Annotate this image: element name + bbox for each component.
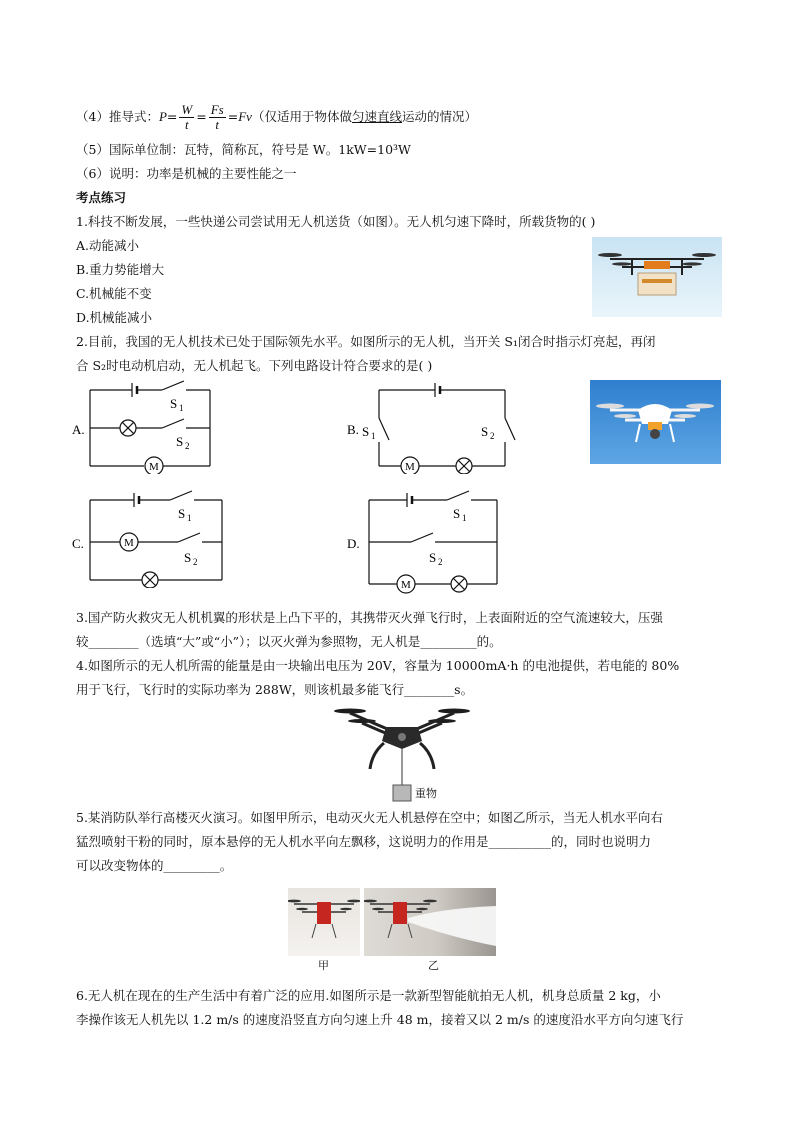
formula-fv: Fv <box>238 109 252 124</box>
formula-p: P <box>158 109 167 124</box>
q2-line1: 2.目前，我国的无人机技术已处于国际领先水平。如图所示的无人机，当开关 S₁闭合时指示灯亮起，再闭 <box>76 334 656 349</box>
q3-line2: 较________（选填“大”或“小”）；以灭火弹为参照物，无人机是_________的。 <box>76 634 502 649</box>
circuit-a[interactable] <box>70 378 230 474</box>
q3-line1: 3.国产防火救灾无人机机翼的形状是上凸下平的，其携带灭火弹飞行时，上表面附近的空气流速较大，压强 <box>76 610 663 625</box>
frac-den-t-2: t <box>215 117 220 132</box>
caption-jia: 甲 <box>318 959 329 972</box>
circuit-c[interactable] <box>70 488 240 588</box>
formula-prefix: （4）推导式： <box>76 109 159 124</box>
switch-label: S <box>362 424 370 439</box>
formula-line <box>76 102 477 132</box>
fraction-w-over-t <box>179 103 194 132</box>
q6-line2: 李操作该无人机先以 1.2 m/s 的速度沿竖直方向匀速上升 48 m，接着又以 2 m/s 的速度沿水平方向匀速飞行 <box>76 1012 684 1027</box>
q4-line2: 用于飞行，飞行时的实际功率为 288W，则该机最多能飞行________s。 <box>76 682 474 697</box>
black-drone-with-weight-image <box>332 703 472 803</box>
formula-note-post: 运动的情况） <box>401 109 477 124</box>
circuit-b[interactable] <box>345 378 525 474</box>
q1-option-c: C.机械能不变 <box>76 286 152 301</box>
q5-line1: 5.某消防队举行高楼灭火演习。如图甲所示，电动灭火无人机悬停在空中；如图乙所示，当无人机水平向右 <box>76 810 663 825</box>
switch-label: S <box>170 396 178 411</box>
spraying-drone-image <box>364 888 496 956</box>
explain-line: （6）说明：功率是机械的主要性能之一 <box>76 166 297 181</box>
q4-line1: 4.如图所示的无人机所需的能量是由一块输出电压为 20V，容量为 10000mA·h 的电池提供，若电能的 80% <box>76 658 680 673</box>
switch-subscript: 1 <box>371 431 376 441</box>
delivery-drone-image <box>592 237 722 317</box>
frac-num-fs: Fs <box>210 102 224 117</box>
weight-label: 重物 <box>415 787 437 800</box>
unit-line: （5）国际单位制：瓦特，简称瓦，符号是 W。1kW=10³W <box>76 142 411 157</box>
motor-symbol: M <box>124 537 134 549</box>
switch-subscript: 1 <box>179 403 184 413</box>
formula-note-pre: （仅适用于物体做 <box>251 109 352 124</box>
hovering-drone-image <box>288 888 360 956</box>
fraction-fs-over-t <box>209 103 226 132</box>
frac-den-t: t <box>185 117 189 132</box>
white-drone-image <box>590 380 721 464</box>
q1-stem: 1.科技不断发展，一些快递公司尝试用无人机送货（如图）。无人机匀速下降时，所载货物的( ) <box>76 214 596 229</box>
q6-line1: 6.无人机在现在的生产生活中有着广泛的应用.如图所示是一款新型智能航拍无人机，机身总质量 2 kg，小 <box>76 988 661 1003</box>
switch-subscript: 2 <box>490 431 495 441</box>
formula-eq-2: = <box>196 109 207 124</box>
motor-symbol: M <box>401 579 411 591</box>
switch-label: S <box>481 424 489 439</box>
q1-option-a: A.动能减小 <box>76 238 140 253</box>
formula-eq-3: = <box>227 109 239 124</box>
switch-subscript: 2 <box>438 557 443 567</box>
motor-symbol: M <box>405 461 415 473</box>
switch-label: S <box>176 434 184 449</box>
q1-option-d: D.机械能减小 <box>76 310 153 325</box>
section-title: 考点练习 <box>76 190 127 205</box>
formula-eq: = <box>166 109 178 124</box>
switch-label: S <box>429 550 437 565</box>
circuit-b-label: B. <box>347 422 359 437</box>
q5-line3: 可以改变物体的_________。 <box>76 858 233 873</box>
switch-subscript: 2 <box>185 441 190 451</box>
caption-yi: 乙 <box>428 959 439 972</box>
switch-label: S <box>178 506 186 521</box>
circuit-a-label: A. <box>72 422 85 437</box>
formula-note-underlined: 匀速直线 <box>351 109 402 124</box>
motor-symbol: M <box>149 461 159 473</box>
frac-num-w: W <box>181 102 193 117</box>
switch-label: S <box>453 506 461 521</box>
circuit-d[interactable] <box>345 488 515 598</box>
switch-subscript: 1 <box>187 513 192 523</box>
circuit-c-label: C. <box>72 536 84 551</box>
switch-label: S <box>184 550 192 565</box>
circuit-d-label: D. <box>347 536 360 551</box>
q2-line2: 合 S₂时电动机启动，无人机起飞。下列电路设计符合要求的是( ) <box>76 358 433 373</box>
q1-option-b: B.重力势能增大 <box>76 262 165 277</box>
q5-line2: 猛烈喷射干粉的同时，原本悬停的无人机水平向左飘移，这说明力的作用是__________的，同时也说明力 <box>76 834 652 849</box>
switch-subscript: 1 <box>462 513 467 523</box>
switch-subscript: 2 <box>193 557 198 567</box>
